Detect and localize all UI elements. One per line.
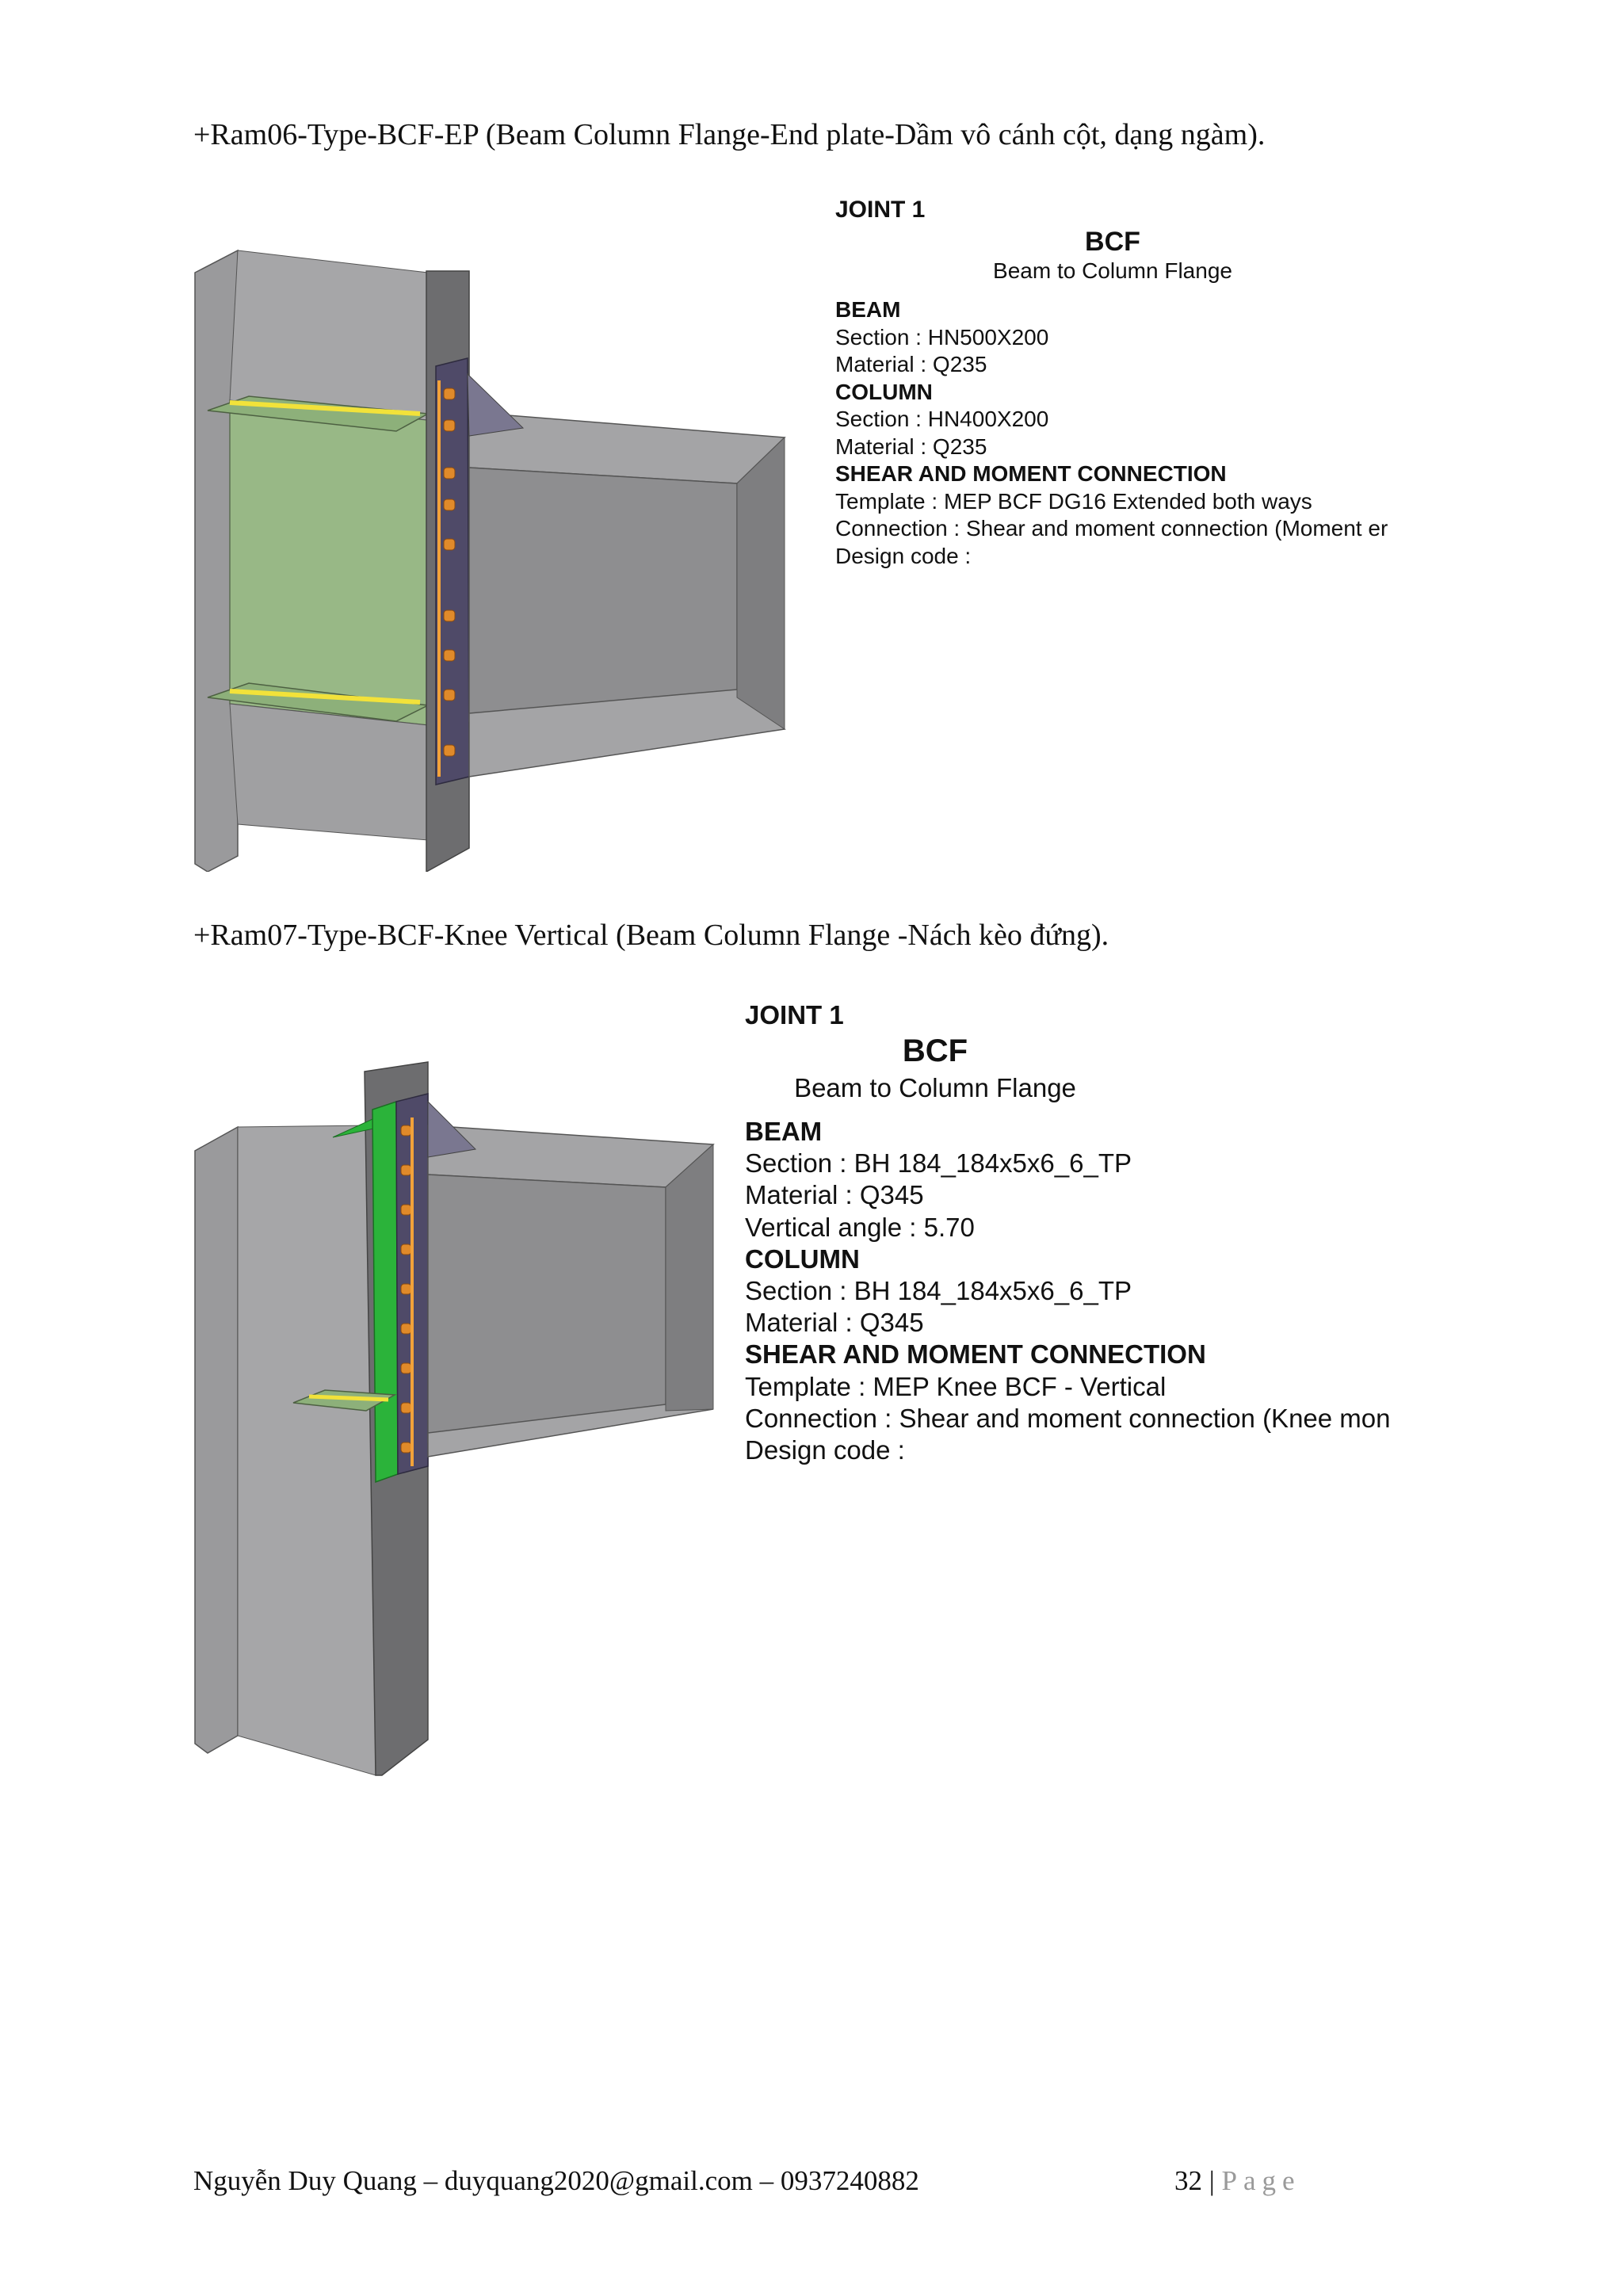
figure-bcf-knee-vertical	[190, 999, 729, 1791]
beam-web	[428, 1175, 666, 1442]
joint-detail-lines	[745, 1116, 1391, 1466]
page-label: Page	[1221, 2165, 1301, 2196]
joint-detail-line: SHEAR AND MOMENT CONNECTION	[835, 461, 1227, 486]
bolt	[401, 1205, 411, 1215]
joint-detail-line: Material : Q235	[835, 352, 987, 376]
bolt	[444, 690, 455, 701]
joint-detail-line: Material : Q235	[835, 434, 987, 459]
joint-detail-line: Template : MEP Knee BCF - Vertical	[745, 1371, 1167, 1401]
page-separator: |	[1209, 2165, 1215, 2196]
column-web-upper	[230, 250, 428, 420]
bolt	[401, 1324, 411, 1334]
bolt	[401, 1284, 411, 1294]
knee-side-plate	[372, 1102, 398, 1482]
bcf-knee-vertical-drawing	[190, 999, 729, 1791]
joint-detail-line: Section : HN500X200	[835, 324, 1049, 350]
joint-info-2	[745, 1000, 1419, 1476]
bcf-end-plate-drawing	[190, 238, 808, 872]
bolt	[401, 1244, 411, 1255]
joint-info-1	[835, 197, 1406, 577]
footer-page	[1174, 2165, 1301, 2197]
joint-detail-line: Material : Q345	[745, 1308, 924, 1338]
joint-code: BCF	[902, 1033, 968, 1068]
joint-detail-line: Section : HN400X200	[835, 407, 1049, 431]
joint-detail-line: Material : Q345	[745, 1180, 924, 1210]
bolt	[444, 650, 455, 661]
footer-author: Nguyễn Duy Quang – duyquang2020@gmail.com – 0937240882	[193, 2165, 919, 2196]
joint-detail-line: BEAM	[745, 1117, 823, 1146]
bolt	[444, 539, 455, 550]
column-back-flange	[195, 1127, 238, 1753]
section-heading-ram07: +Ram07-Type-BCF-Knee Vertical (Beam Column Flange -Nách kèo đứng).	[193, 919, 1109, 952]
joint-title: JOINT 1	[745, 1000, 844, 1030]
bolt	[444, 745, 455, 756]
bolt	[401, 1442, 411, 1453]
page-number: 32	[1174, 2165, 1202, 2196]
bolt	[444, 388, 455, 399]
beam-end-face	[666, 1144, 713, 1411]
joint-code-desc: Beam to Column Flange	[993, 258, 1232, 283]
bolt	[401, 1403, 411, 1413]
bolt	[401, 1125, 411, 1136]
figure-bcf-end-plate	[190, 238, 808, 872]
joint-detail-line: Template : MEP BCF DG16 Extended both ways	[835, 488, 1312, 514]
bolt	[444, 468, 455, 479]
joint-detail-line: Vertical angle : 5.70	[745, 1212, 975, 1242]
bolt	[444, 610, 455, 621]
bolt	[444, 499, 455, 510]
joint-detail-line: Connection : Shear and moment connection (Knee mon	[745, 1403, 1391, 1433]
beam-web	[469, 468, 737, 721]
joint-code-desc: Beam to Column Flange	[794, 1073, 1076, 1102]
column-web-lower	[230, 704, 428, 840]
joint-detail-lines	[835, 296, 1388, 570]
joint-code: BCF	[1085, 227, 1140, 257]
bolt-group	[401, 1125, 411, 1453]
section-heading-ram06: +Ram06-Type-BCF-EP (Beam Column Flange-End plate-Dầm vô cánh cột, dạng ngàm).	[193, 118, 1266, 151]
joint-detail-line: Design code :	[835, 543, 972, 568]
haunch-stiffener	[468, 374, 523, 436]
bolt	[444, 420, 455, 431]
joint-detail-line: Section : BH 184_184x5x6_6_TP	[745, 1276, 1132, 1306]
joint-title: JOINT 1	[835, 197, 926, 223]
joint-detail-line: COLUMN	[835, 379, 933, 404]
column-web	[238, 1125, 376, 1775]
joint-detail-line: COLUMN	[745, 1244, 860, 1274]
beam-end-face	[737, 437, 785, 729]
joint-detail-line: Connection : Shear and moment connection (Moment er	[835, 516, 1388, 541]
joint-detail-line: Section : BH 184_184x5x6_6_TP	[745, 1148, 1132, 1179]
bolt	[401, 1165, 411, 1175]
bolt	[401, 1363, 411, 1373]
joint-detail-line: BEAM	[835, 297, 901, 322]
joint-detail-line: SHEAR AND MOMENT CONNECTION	[745, 1339, 1206, 1370]
column-web-panel	[230, 400, 428, 725]
joint-detail-line: Design code :	[745, 1435, 905, 1465]
